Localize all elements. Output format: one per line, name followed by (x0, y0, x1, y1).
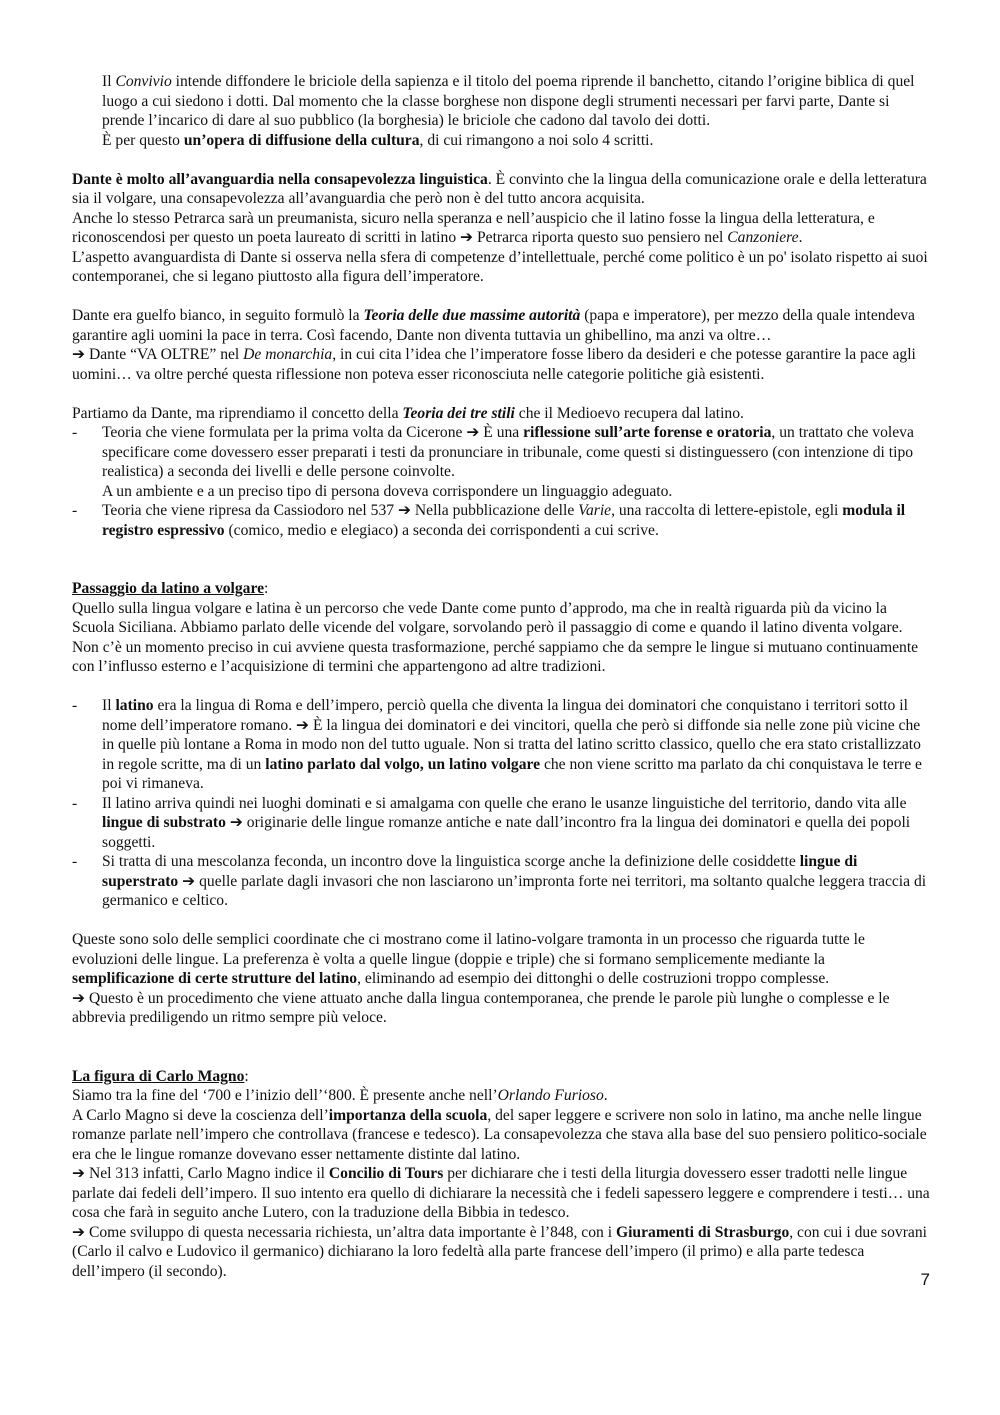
list-item: - Il latino era la lingua di Roma e dell’impero, perciò quella che diventa la lingua dei dominatori che conquistano i territori sotto il nome dell’imperatore romano. ➔ È la lingua dei dominatori e dei vincitori, quella che però si diffonde sia nelle zone più vicine che in quelle più lontane a Roma in modo non del tutto uguale. Non si tratta del latino scritto classico, quello che era stato cristallizzato in regole scritte, ma di un latino parlato dal volgo, un latino volgare che non viene scritto ma parlato da chi conquistava le terre e poi vi rimaneva. (72, 696, 930, 794)
list-item: - Il latino arriva quindi nei luoghi dominati e si amalgama con quelle che erano le usanze linguistiche del territorio, dando vita alle lingue di substrato ➔ originarie delle lingue romanze antiche e nate dall’incontro fra la lingua dei dominatori e quella dei popoli soggetti. (72, 794, 930, 853)
guelfo-paragraph: Dante era guelfo bianco, in seguito formulò la Teoria delle due massime autorità (papa e imperatore), per mezzo della quale intendeva garantire agli uomini la pace in terra. Così facendo, Dante non diventa tuttavia un ghibellino, ma anzi va oltre… ➔ Dante “VA OLTRE” nel De monarchia, in cui cita l’idea che l’imperatore fosse libero da desideri e che potesse garantire la pace agli uomini… va oltre perché questa riflessione non poteva esser riconosciuta nelle categorie politiche già esistenti. (72, 307, 916, 383)
convivio-title: Convivio (115, 73, 172, 90)
carlo-magno-section: La figura di Carlo Magno: Siamo tra la fine del ‘700 e l’inizio dell’‘800. È presente anche nell’Orlando Furioso. A Carlo Magno si deve la coscienza dell’importanza della scuola, del saper leggere e scrivere non solo in latino, ma anche nelle lingue romanze parlate nell’impero che controllava (francese e tedesco). La consapevolezza che stava alla base del suo pensiero politico-sociale era che le lingue romanze dovevano esser nettamente distinte dal latino. ➔ Nel 313 infatti, Carlo Magno indice il Concilio di Tours per dichiarare che i testi della liturgia dovessero esser tradotti nelle lingue parlate dai fedeli dell’impero. Il suo intento era quello di dichiarare la necessità che i fedeli sapessero leggere e comprendere i testi… una cosa che farà in seguito anche Lutero, con la traduzione della Bibbia in tedesco. ➔ Come sviluppo di questa necessaria richiesta, un’altra data importante è l’848, con i Giuramenti di Strasburgo, con cui i due sovrani (Carlo il calvo e Ludovico il germanico) dichiarano la loro fedeltà alla parte francese dell’impero (il primo) e alla parte tedesca dell’impero (il secondo). (72, 1067, 930, 1280)
passaggio-section: Passaggio da latino a volgare: Quello sulla lingua volgare e latina è un percorso che vede Dante come punto d’approdo, ma che in realtà riguarda più da vicino la Scuola Siciliana. Abbiamo parlato delle vicende del volgare, sorvolando però il passaggio di come e quando il latino diventa volgare. Non c’è un momento preciso in cui avviene questa trasformazione, perché sappiamo che da sempre le lingue si mutuano continuamente con l’influsso esterno e l’acquisizione di termini che appartengono ad altre tradizioni. - Il latino era la lingua di Roma e dell’impero, perciò quella che diventa la lingua dei dominatori che conquistano i territori sotto il nome dell’imperatore romano. ➔ È la lingua dei dominatori e dei vincitori, quella che però si diffonde sia nelle zone più vicine che in quelle più lontane a Roma in modo non del tutto uguale. Non si tratta del latino scritto classico, quello che era stato cristallizzato in regole scritte, ma di un latino parlato dal volgo, un latino volgare che non viene scritto ma parlato da chi conquistava le terre e poi vi rimaneva. - Il latino arriva quindi nei luoghi dominati e si amalgama con quelle che erano le usanze linguistiche del territorio, dando vita alle lingue di substrato ➔ originarie delle lingue romanze antiche e nate dall’incontro fra la lingua dei dominatori e quella dei popoli soggetti. - Si tratta di una mescolanza feconda, un incontro dove la linguistica scorge anche la definizione delle cosiddette lingue di superstrato ➔ quelle parlate dagli invasori che non lasciarono un’impronta forte nei territori, ma soltanto qualche leggera traccia di germanico e celtico. Queste sono solo delle semplici coordinate che ci mostrano come il latino-volgare tramonta in un processo che riguarda tutte le evoluzioni delle lingue. La preferenza è volta a quelle lingue (doppie e triple) che si formano semplicemente mediante la semplificazione di certe strutture del latino, eliminando ad esempio dei dittonghi o delle costruzioni troppo complesse. ➔ Questo è un procedimento che viene attuato anche dalla lingua contemporanea, che prende le parole più lunghe o complesse e le abbrevia prediligendo un ritmo sempre più veloce. (72, 579, 930, 1028)
convivio-paragraph: Il Convivio intende diffondere le briciole della sapienza e il titolo del poema riprende il banchetto, citando l’origine biblica di quel luogo a cui siedono i dotti. Dal momento che la classe borghese non dispone degli strumenti necessari per farvi parte, Dante si prende l’incarico di dare al suo pubblico (la borghesia) le briciole che cadono dal tavolo dei dotti. È per questo un’opera di diffusione della cultura, di cui rimangono a noi solo 4 scritti. (102, 73, 915, 149)
section-heading: La figura di Carlo Magno (72, 1067, 245, 1085)
passaggio-list (72, 696, 930, 911)
page-number: 7 (920, 1270, 930, 1289)
list-item: - Teoria che viene ripresa da Cassiodoro nel 537 ➔ Nella pubblicazione delle Varie, una raccolta di lettere-epistole, egli modula il registro espressivo (comico, medio e elegiaco) a seconda dei corrispondenti a cui scrive. (72, 501, 930, 540)
list-item: - Si tratta di una mescolanza feconda, un incontro dove la linguistica scorge anche la definizione delle cosiddette lingue di superstrato ➔ quelle parlate dagli invasori che non lasciarono un’impronta forte nei territori, ma soltanto qualche leggera traccia di germanico e celtico. (72, 852, 930, 911)
avanguardia-paragraph: Dante è molto all’avanguardia nella consapevolezza linguistica. È convinto che la lingua della comunicazione orale e della letteratura sia il volgare, una consapevolezza all’avanguardia che però non è del tutto ancora acquisita. Anche lo stesso Petrarca sarà un preumanista, sicuro nella speranza e nell’auspicio che il latino fosse la lingua della letteratura, e riconoscendosi per questo un poeta laureato di scritti in latino ➔ Petrarca riporta questo suo pensiero nel Canzoniere. L’aspetto avanguardista di Dante si osserva nella sfera di competenze d’intellettuale, perché come politico è un po' isolato rispetto ai suoi contemporanei, che si legano piuttosto alla figura dell’imperatore. (72, 170, 928, 285)
page-body (72, 72, 930, 1281)
section-heading: Passaggio da latino a volgare (72, 580, 265, 597)
list-item: - Teoria che viene formulata per la prima volta da Cicerone ➔ È una riflessione sull’arte forense e oratoria, un trattato che voleva specificare come dovessero esser preparati i testi da pronunciare in tribunale, come questi si distinguessero (con intenzione di tipo realistica) a seconda dei livelli e delle persone coinvolte. A un ambiente e a un preciso tipo di persona doveva corrispondere un linguaggio adeguato. (72, 423, 930, 501)
tre-stili-section: Partiamo da Dante, ma riprendiamo il concetto della Teoria dei tre stili che il Medioevo recupera dal latino. - Teoria che viene formulata per la prima volta da Cicerone ➔ È una riflessione sull’arte forense e oratoria, un trattato che voleva specificare come dovessero esser preparati i testi da pronunciare in tribunale, come questi si distinguessero (con intenzione di tipo realistica) a seconda dei livelli e delle persone coinvolte. A un ambiente e a un preciso tipo di persona doveva corrispondere un linguaggio adeguato. - Teoria che viene ripresa da Cassiodoro nel 537 ➔ Nella pubblicazione delle Varie, una raccolta di lettere-epistole, egli modula il registro espressivo (comico, medio e elegiaco) a seconda dei corrispondenti a cui scrive. (72, 404, 930, 541)
tre-stili-list (72, 423, 930, 540)
